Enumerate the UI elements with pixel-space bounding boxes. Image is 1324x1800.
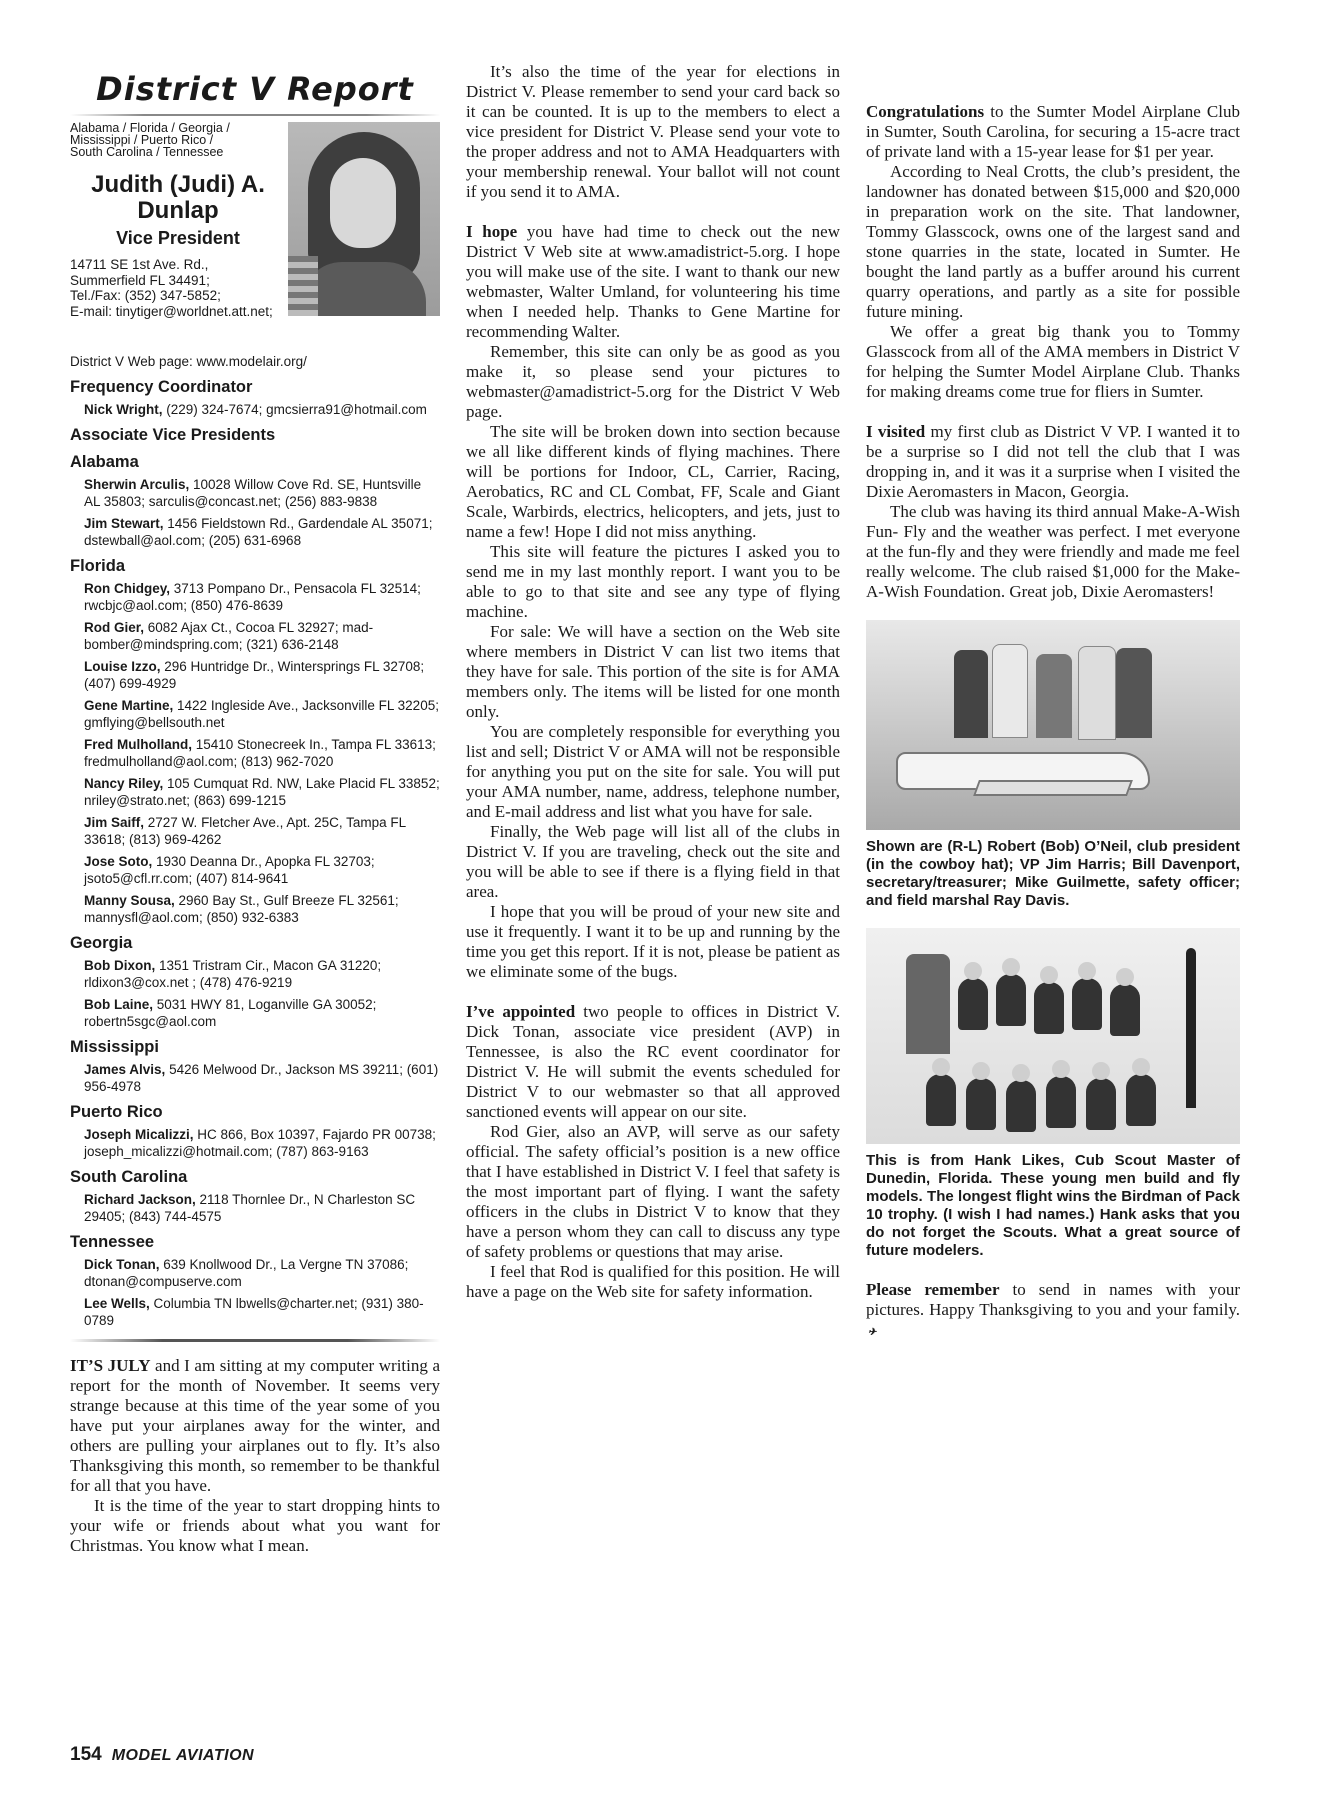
state-heading: Tennessee [70,1232,155,1251]
state-heading: Florida [70,556,126,575]
avp-contact: Lee Wells, Columbia TN lbwells@charter.net; (931) 380-0789 [84,1295,424,1328]
article-paragraph: I hope that you will be proud of your new site and use it frequently. I want it to be up and running by the time you get this report. If it is not, please be patient as we eliminate some of the bugs. [466,902,840,981]
article-paragraph: This site will feature the pictures I asked you to send me in my last monthly report. I want you to be able to go to that site and see any type of flying machine. [466,542,840,621]
vp-block [70,122,440,354]
vp-role: Vice President [116,228,240,248]
article-paragraph: I feel that Rod is qualified for this position. He will have a page on the Web site for safety information. [466,1262,840,1301]
vp-portrait-photo [288,122,440,316]
photo-caption-2: This is from Hank Likes, Cub Scout Master of Dunedin, Florida. These young men build and fly models. The longest flight wins the Birdman of Pack 10 trophy. (I wish I had names.) Hank asks that you do not forget the Scouts. What a great source of future modelers. [866,1152,1240,1259]
avp-contact: Rod Gier, 6082 Ajax Ct., Cocoa FL 32927; mad-bomber@mindspring.com; (321) 636-2148 [84,619,374,652]
page-folio [70,1744,254,1766]
article-paragraph: You are completely responsible for everything you list and sell; District V or AMA will not be responsible for anything you put on the site for sale. You will put your AMA number, name, address, telephone number, and E-mail address and list what you have for sale. [466,722,840,821]
avp-contact: James Alvis, 5426 Melwood Dr., Jackson MS 39211; (601) 956-4978 [84,1061,439,1094]
section-divider [70,1339,440,1342]
avp-contact: Jose Soto, 1930 Deanna Dr., Apopka FL 32703; jsoto5@cfl.rr.com; (407) 814-9641 [84,853,375,886]
state-heading: Puerto Rico [70,1102,163,1121]
avp-contact: Jim Stewart, 1456 Fieldstown Rd., Gardendale AL 35071; dstewball@aol.com; (205) 631-6968 [84,515,433,548]
report-title: District V Report [96,70,414,108]
photo-caption-1: Shown are (R-L) Robert (Bob) O’Neil, club president (in the cowboy hat); VP Jim Harris; Bill Davenport, secretary/treasurer; Mike Guilmette, safety officer; and field marshal Ray Davis. [866,838,1240,909]
article-paragraph: The site will be broken down into section because we all like different kinds of flying machines. There will be portions for Indoor, CL, Carrier, Racing, Aerobatics, RC and CL Combat, FF, Scale and Giant Scale, Warbirds, electrics, helicopters, and jets, just to name a few! Hope I did not miss anything. [466,422,840,541]
avp-contact: Bob Laine, 5031 HWY 81, Loganville GA 30052; robertn5sgc@aol.com [84,996,377,1029]
avp-contact: Nancy Riley, 105 Cumquat Rd. NW, Lake Placid FL 33852; nriley@strato.net; (863) 699-1215 [84,775,440,808]
article-closing: Please remember to send in names with your pictures. Happy Thanksgiving to you and your family.✈ [866,1280,1240,1343]
avp-contact: Richard Jackson, 2118 Thornlee Dr., N Charleston SC 29405; (843) 744-4575 [84,1191,416,1224]
state-heading: Mississippi [70,1037,159,1056]
state-heading: South Carolina [70,1167,188,1186]
avp-contact: Dick Tonan, 639 Knollwood Dr., La Vergne TN 37086; dtonan@compuserve.com [84,1256,409,1289]
ama-end-mark-icon: ✈ [868,1327,877,1338]
article-paragraph: Finally, the Web page will list all of the clubs in District V. If you are traveling, check out the site and you will be able to see if there is a flying field in that area. [466,822,840,901]
vp-name: Judith (Judi) A. Dunlap [91,171,265,224]
right-column [866,62,1240,1343]
avp-contact: Sherwin Arculis, 10028 Willow Cove Rd. SE, Huntsville AL 35803; sarculis@concast.net; (256) 883-9838 [84,476,422,509]
magazine-name: MODEL AVIATION [111,1747,255,1764]
article-paragraph: According to Neal Crotts, the club’s president, the landowner has donated between $15,000 and $20,000 in preparation work on the site. That landowner, Tommy Glasscock, owns one of the largest sand and stone quarries in the state, located in Sumter. He bought the land partly as a buffer around his current quarry operations, and partly as a site for possible future mining. [866,162,1240,321]
page-number: 154 [70,1744,102,1765]
avp-contact: Bob Dixon, 1351 Tristram Cir., Macon GA 31220; rldixon3@cox.net ; (478) 476-9219 [84,957,382,990]
avp-contact: Joseph Micalizzi, HC 866, Box 10397, Fajardo PR 00738; joseph_micalizzi@hotmail.com; (787) 863-9163 [84,1126,436,1159]
title-rule [70,114,440,116]
article-paragraph: Remember, this site can only be as good as you make it, so please send your pictures to webmaster@amadistrict-5.org for the District V Web page. [466,342,840,421]
left-column [70,62,440,1556]
avp-heading: Associate Vice Presidents [70,425,276,444]
avp-contact: Manny Sousa, 2960 Bay St., Gulf Breeze FL 32561; mannysfl@aol.com; (850) 932-6383 [84,892,399,925]
avp-contact: Jim Saiff, 2727 W. Fletcher Ave., Apt. 25C, Tampa FL 33618; (813) 969-4262 [84,814,406,847]
article-continued: It’s also the time of the year for elections in District V. Please remember to send your card back so it can be counted. It is up to the members to elect a vice president for District V. Please send your vote to the proper address and not to AMA Headquarters with your membership renewal. Your ballot will not count if you send it to AMA. I hope you have had time to check out the new District V Web site at www.amadistrict-5.org. I hope you will make use of the site. I want to thank our new webmaster, Walter Umland, for volunteering his time when I needed help. Thanks to Gene Martine for recommending Walter. Remember, this site can only be as good as you make it, so please send your pictures to webmaster@amadistrict-5.org for the District V Web page. The site will be broken down into section because we all like different kinds of flying machines. There will be portions for Indoor, CL, Carrier, Racing, Aerobatics, RC and CL Combat, FF, Scale and Giant Scale, Warbirds, electrics, helicopters, and jets, just to name a few! Hope I did not miss anything. This site will feature the pictures I asked you to send me in my last monthly report. I want you to be able to go to that site and see any type of flying machine. For sale: We will have a section on the Web site where members in District V can list two items that they have for sale. This portion of the site is for AMA members only. The items will be listed for one month only. You are completely responsible for everything you list and sell; District V or AMA will not be responsible for anything you put on the site for sale. You will put your AMA number, name, address, telephone number, and E-mail address and list what you have for sale. Finally, the Web page will list all of the clubs in District V. If you are traveling, check out the site and you will be able to see if there is a flying field in that area. I hope that you will be proud of your new site and use it frequently. I want it to be up and running by the time you get this report. If it is not, please be patient as we eliminate some of the bugs. I’ve appointed two people to offices in District V. Dick Tonan, associate vice president (AVP) in Tennessee, is also the RC event coordinator for District V. He will submit the events scheduled for District V to our webmaster so that all approved sanctioned events will appear on our site. Rod Gier, also an AVP, will serve as our safety official. The safety official’s position is a new office that I have established in District V. I feel that safety is the most important part of flying. I want the safety officers in the clubs in District V to know that they have a person whom they can call to discuss any type of safety problems or questions that may arise. I feel that Rod is qualified for this position. He will have a page on the Web site for safety information. [466,62,840,1301]
frequency-contact: Nick Wright, (229) 324-7674; gmcsierra91@hotmail.com [84,401,427,417]
district-states: Alabama / Florida / Georgia / Mississippi / Puerto Rico / South Carolina / Tennessee [70,121,230,159]
article-paragraph: We offer a great big thank you to Tommy Glasscock from all of the AMA members in District V for helping the Sumter Model Airplane Club. Thanks for making dreams come true for fliers in Sumter. [866,322,1240,401]
avp-states-list [70,453,440,1329]
club-members-photo [866,620,1240,830]
avp-contact: Louise Izzo, 296 Huntridge Dr., Wintersprings FL 32708; (407) 699-4929 [84,658,425,691]
article-paragraph: It is the time of the year to start dropping hints to your wife or friends about what you want for Christmas. You know what I mean. [70,1495,440,1555]
avp-contact: Gene Martine, 1422 Ingleside Ave., Jacksonville FL 32205; gmflying@bellsouth.net [84,697,439,730]
state-heading: Alabama [70,452,139,471]
article-paragraph: For sale: We will have a section on the Web site where members in District V can list two items that they have for sale. This portion of the site is for AMA members only. The items will be listed for one month only. [466,622,840,721]
article-paragraph: Rod Gier, also an AVP, will serve as our safety official. The safety official’s position is a new office that I have established in District V. I feel that safety is the most important part of flying. I want the safety officers in the clubs in District V to know that they have a person whom they can call to discuss any type of safety problems or questions that may arise. [466,1122,840,1261]
avp-contact: Fred Mulholland, 15410 Stonecreek In., Tampa FL 33613; fredmulholland@aol.com; (813) 962-7020 [84,736,436,769]
article-paragraph: The club was having its third annual Make-A-Wish Fun- Fly and the weather was perfect. I met everyone at the fun-fly and they were friendly and made me feel really welcome. The club raised $1,000 for the Make-A-Wish Foundation. Great job, Dixie Aeromasters! [866,502,1240,601]
state-heading: Georgia [70,933,133,952]
article-paragraph: It’s also the time of the year for elections in District V. Please remember to send your card back so it can be counted. It is up to the members to elect a vice president for District V. Please send your vote to the proper address and not to AMA Headquarters with your membership renewal. Your ballot will not count if you send it to AMA. [466,62,840,201]
vp-contact-info: 14711 SE 1st Ave. Rd., Summerfield FL 34491; Tel./Fax: (352) 347-5852; E-mail: tinytiger@worldnet.att.net; [70,257,273,319]
middle-column [466,62,840,1302]
cub-scouts-photo [866,928,1240,1144]
article-start: IT’S JULY and I am sitting at my computer writing a report for the month of November. It seems very strange because at this time of the year some of you have put your airplanes away for the winter, and others are pulling your airplanes out to fly. It’s also Thanksgiving this month, so remember to be thankful for all that you have. It is the time of the year to start dropping hints to your wife or friends about what you want for Christmas. You know what I mean. [70,1355,440,1555]
avp-contact: Ron Chidgey, 3713 Pompano Dr., Pensacola FL 32514; rwcbjc@aol.com; (850) 476-8639 [84,580,421,613]
frequency-heading: Frequency Coordinator [70,377,253,396]
vp-web-page: District V Web page: www.modelair.org/ [70,354,307,369]
article-continued-2: Congratulations to the Sumter Model Airplane Club in Sumter, South Carolina, for securing a 15-acre tract of private land with a 15-year lease for $1 per year. According to Neal Crotts, the club’s president, the landowner has donated between $15,000 and $20,000 in preparation work on the site. That landowner, Tommy Glasscock, owns one of the largest sand and stone quarries in the state, located in Sumter. He bought the land partly as a buffer around his current quarry operations, and partly as a site for possible future mining. We offer a great big thank you to Tommy Glasscock from all of the AMA members in District V for helping the Sumter Model Airplane Club. Thanks for making dreams come true for fliers in Sumter. I visited my first club as District V VP. I wanted it to be a surprise so I did not tell the club that I was dropping in, and it was it a surprise when I visited the Dixie Aeromasters in Macon, Georgia. The club was having its third annual Make-A-Wish Fun- Fly and the weather was perfect. I met everyone at the fun-fly and they were friendly and made me feel really welcome. The club raised $1,000 for the Make-A-Wish Foundation. Great job, Dixie Aeromasters! [866,102,1240,601]
